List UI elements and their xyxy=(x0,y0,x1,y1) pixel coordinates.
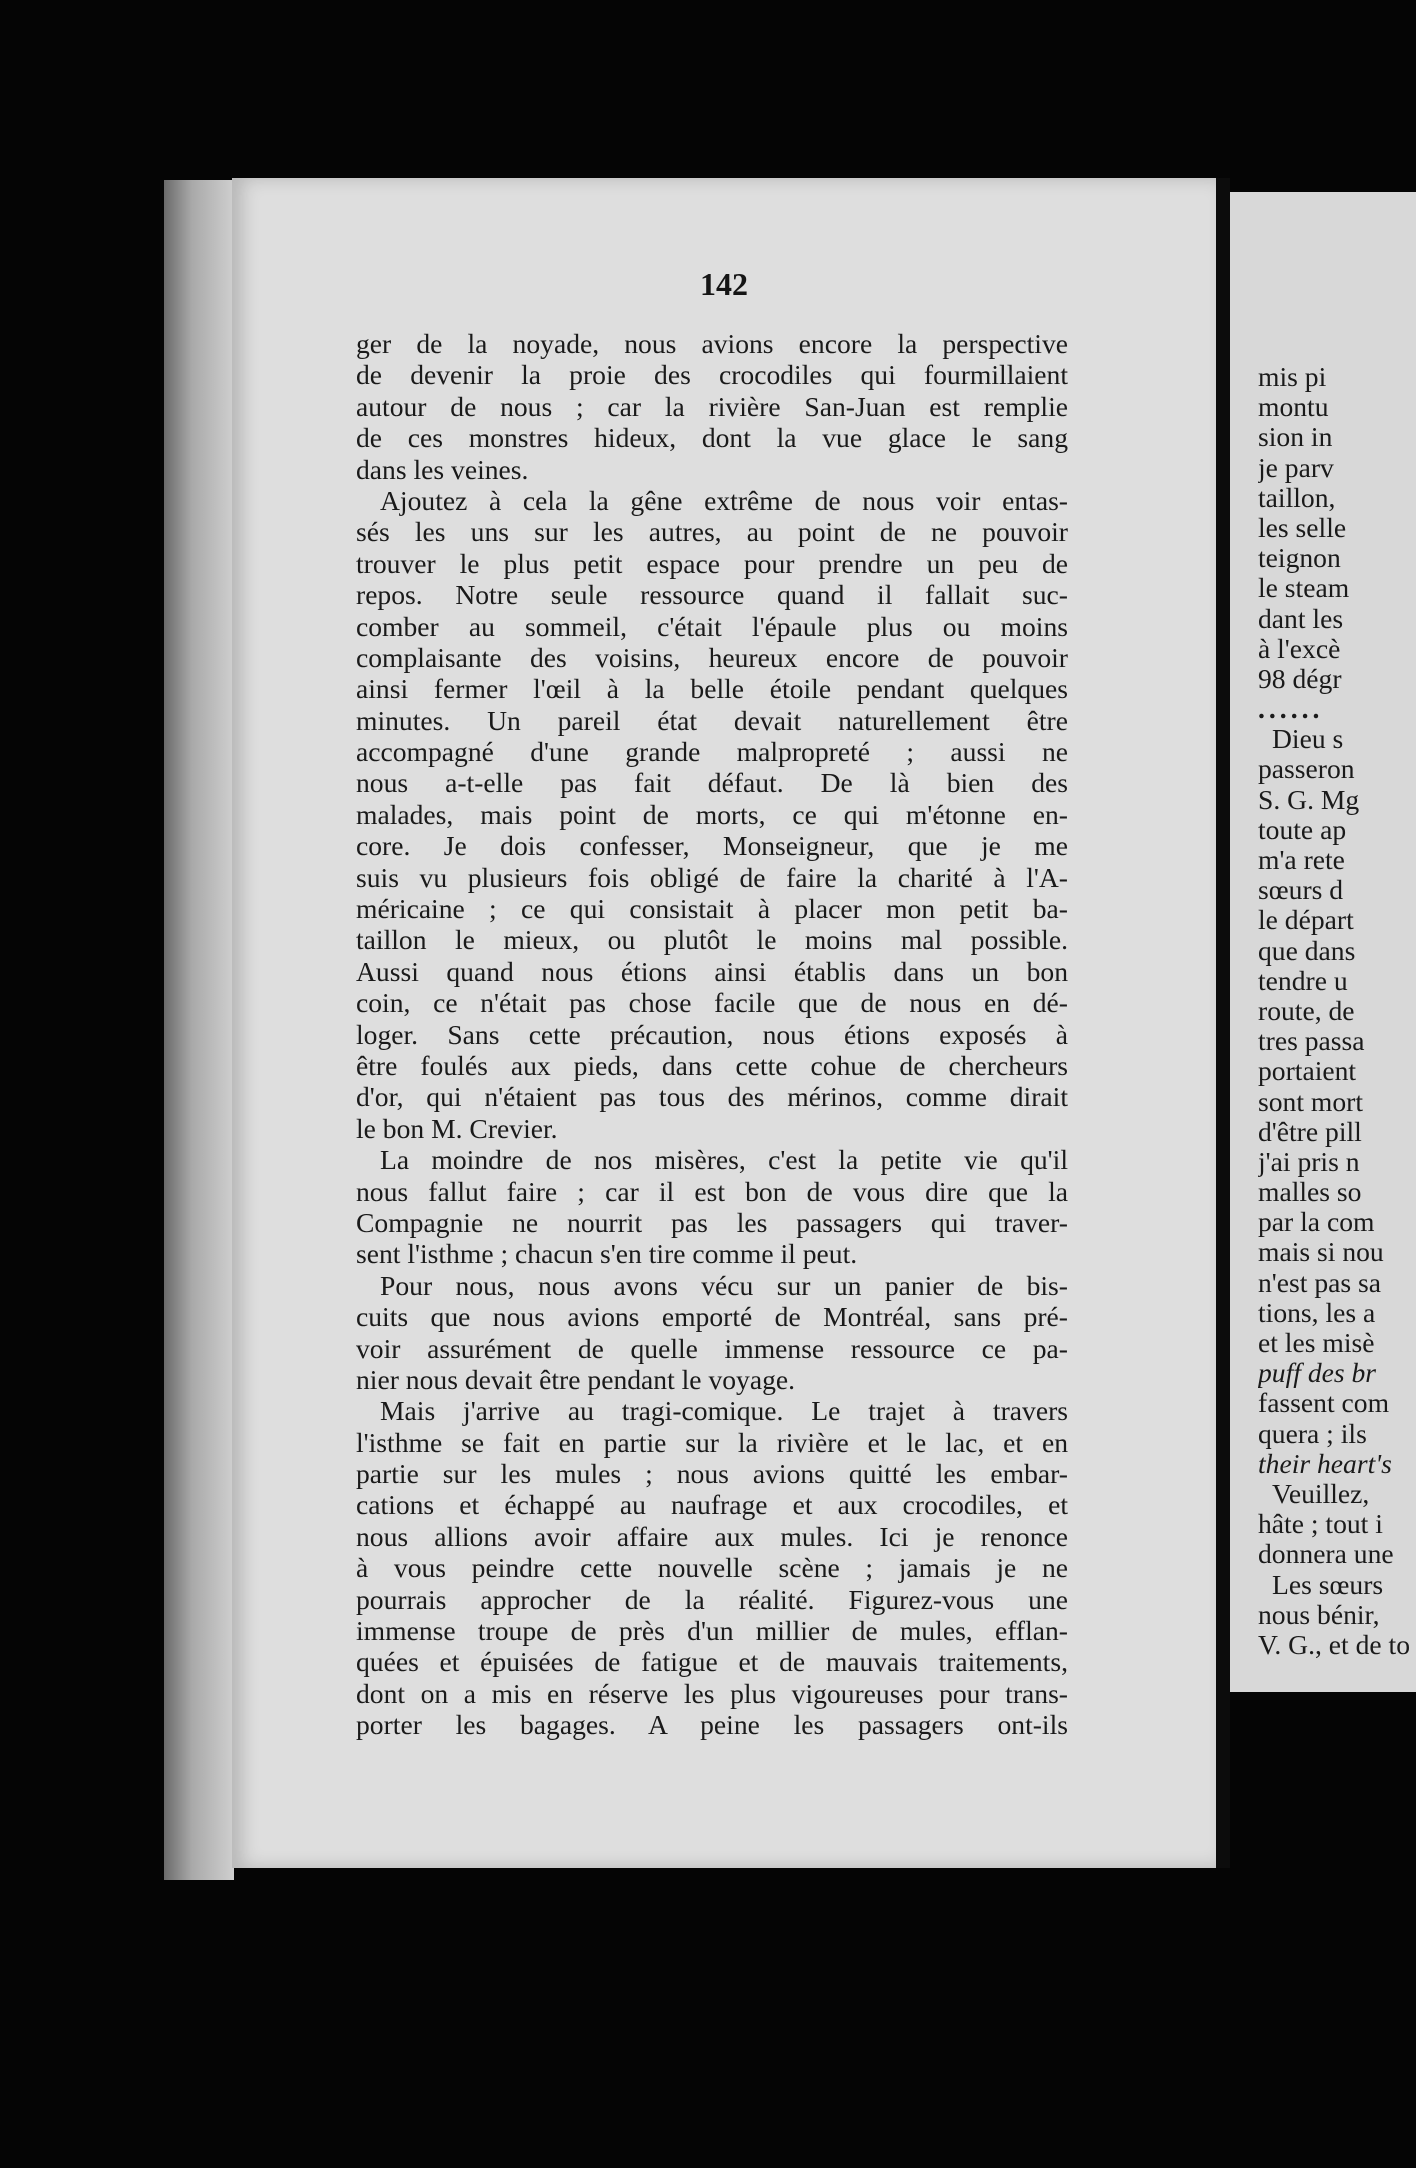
text-line: ger de la noyade, nous avions encore la perspective xyxy=(356,328,1068,359)
right-text-line: que dans xyxy=(1258,935,1356,966)
left-page xyxy=(232,178,1216,1868)
text-line: sent l'isthme ; chacun s'en tire comme il peut. xyxy=(356,1238,858,1270)
text-line: taillon le mieux, ou plutôt le moins mal possible. xyxy=(356,924,1068,956)
right-text-line: à l'excè xyxy=(1258,633,1341,664)
text-line: comber au sommeil, c'était l'épaule plus ou moins xyxy=(356,610,1068,642)
right-text-line: portaient xyxy=(1258,1056,1357,1087)
right-text-line: Veuillez, xyxy=(1272,1478,1370,1509)
right-text-line: le steam xyxy=(1258,573,1350,604)
right-text-line: sont mort xyxy=(1258,1086,1364,1117)
right-text-line: their heart's xyxy=(1258,1448,1392,1479)
body-text xyxy=(356,328,1068,1741)
right-text-line: puff des br xyxy=(1258,1358,1377,1389)
book-gutter xyxy=(1216,178,1230,1868)
right-text-line: montu xyxy=(1258,392,1329,423)
right-text-line: Dieu s xyxy=(1272,724,1344,755)
right-text-line: sœurs d xyxy=(1258,875,1344,906)
text-line: Aussi quand nous étions ainsi établis dans un bon xyxy=(356,955,1068,987)
text-line: Mais j'arrive au tragi-comique. Le trajet à travers xyxy=(380,1395,1068,1427)
right-text-line: fassent com xyxy=(1258,1388,1390,1419)
page-edge-left xyxy=(164,180,234,1880)
text-line: nier nous devait être pendant le voyage. xyxy=(356,1363,796,1395)
right-text-line: j'ai pris n xyxy=(1258,1146,1360,1177)
text-line: Ajoutez à cela la gêne extrême de nous voir entas- xyxy=(380,484,1068,516)
right-text-line: Les sœurs xyxy=(1272,1569,1384,1600)
text-line: nous allions avoir affaire aux mules. Ici je renonce xyxy=(356,1520,1068,1552)
right-text-line: 98 dégr xyxy=(1258,663,1342,694)
text-line: accompagné d'une grande malpropreté ; aussi ne xyxy=(356,736,1068,768)
text-line: nous fallut faire ; car il est bon de vous dire que la xyxy=(356,1175,1068,1207)
text-line: à vous peindre cette nouvelle scène ; jamais je ne xyxy=(356,1552,1068,1584)
text-line: trouver le plus petit espace pour prendre un peu de xyxy=(356,547,1068,579)
right-text-line: V. G., et de to xyxy=(1258,1629,1411,1660)
right-text-line: dant les xyxy=(1258,603,1344,634)
right-text-line: et les misè xyxy=(1258,1328,1375,1358)
text-line: La moindre de nos misères, c'est la petite vie qu'il xyxy=(380,1144,1068,1176)
right-text-line: tres passa xyxy=(1258,1026,1365,1057)
right-text-line: tendre u xyxy=(1258,965,1348,996)
text-line: nous a-t-elle pas fait défaut. De là bien des xyxy=(356,767,1068,799)
right-text-line: donnera une xyxy=(1258,1539,1394,1570)
text-line: Compagnie ne nourrit pas les passagers qui traver- xyxy=(356,1206,1068,1238)
text-line: le bon M. Crevier. xyxy=(356,1112,558,1144)
text-line: être foulés aux pieds, dans cette cohue de chercheurs xyxy=(356,1049,1068,1081)
right-page-text xyxy=(1258,362,1416,1660)
right-text-line: ...... xyxy=(1258,694,1324,725)
text-line: sés les uns sur les autres, au point de ne pouvoir xyxy=(356,516,1068,548)
right-text-line: par la com xyxy=(1258,1207,1375,1238)
text-line: complaisante des voisins, heureux encore de pouvoir xyxy=(356,641,1068,673)
text-line: dans les veines. xyxy=(356,453,529,485)
right-text-line: taillon, xyxy=(1258,482,1336,513)
text-line: de devenir la proie des crocodiles qui fourmillaient xyxy=(356,359,1068,391)
right-text-line: mais si nou xyxy=(1258,1237,1384,1268)
right-text-line: m'a rete xyxy=(1258,845,1345,875)
text-line: quées et épuisées de fatigue et de mauvais traitements, xyxy=(356,1646,1068,1678)
text-line: pourrais approcher de la réalité. Figurez-vous une xyxy=(356,1583,1068,1615)
text-line: partie sur les mules ; nous avions quitté les embar- xyxy=(356,1458,1068,1490)
right-text-line: nous bénir, xyxy=(1258,1599,1380,1630)
right-text-line: toute ap xyxy=(1258,814,1347,845)
right-text-line: teignon xyxy=(1258,543,1341,574)
right-text-line: route, de xyxy=(1258,995,1355,1026)
text-line: core. Je dois confesser, Monseigneur, que je me xyxy=(356,830,1068,862)
text-line: suis vu plusieurs fois obligé de faire la charité à l'A- xyxy=(356,861,1068,893)
right-text-line: malles so xyxy=(1258,1177,1362,1208)
text-line: de ces monstres hideux, dont la vue glace le sang xyxy=(356,422,1068,454)
right-text-line: les selle xyxy=(1258,512,1347,543)
right-page xyxy=(1230,192,1416,1692)
text-line: malades, mais point de morts, ce qui m'étonne en- xyxy=(356,798,1068,830)
right-text-line: d'être pill xyxy=(1258,1116,1362,1147)
right-text-line: sion in xyxy=(1258,422,1333,453)
right-text-line: passeron xyxy=(1258,754,1355,785)
text-line: méricaine ; ce qui consistait à placer mon petit ba- xyxy=(356,893,1068,925)
text-line: voir assurément de quelle immense ressource ce pa- xyxy=(356,1332,1068,1364)
right-text-line: le départ xyxy=(1258,905,1354,936)
text-line: d'or, qui n'étaient pas tous des mérinos, comme dirait xyxy=(356,1081,1068,1113)
text-line: ainsi fermer l'œil à la belle étoile pendant quelques xyxy=(356,673,1068,705)
text-line: immense troupe de près d'un millier de mules, efflan- xyxy=(356,1615,1068,1647)
right-text-line: n'est pas sa xyxy=(1258,1267,1381,1298)
text-line: coin, ce n'était pas chose facile que de nous en dé- xyxy=(356,987,1068,1019)
right-text-line: mis pi xyxy=(1258,362,1327,392)
text-line: cuits que nous avions emporté de Montréal, sans pré- xyxy=(356,1301,1068,1333)
right-text-line: tions, les a xyxy=(1258,1297,1376,1328)
right-text-line: S. G. Mg xyxy=(1258,784,1360,815)
text-line: repos. Notre seule ressource quand il fallait suc- xyxy=(356,579,1068,611)
right-text-line: hâte ; tout i xyxy=(1258,1509,1383,1540)
text-line: loger. Sans cette précaution, nous étions exposés à xyxy=(356,1018,1068,1050)
right-text-line: je parv xyxy=(1258,452,1334,483)
text-line: autour de nous ; car la rivière San-Juan est remplie xyxy=(356,390,1068,422)
text-line: dont on a mis en réserve les plus vigoureuses pour trans- xyxy=(356,1677,1068,1709)
page-number: 142 xyxy=(700,266,748,302)
text-line: porter les bagages. A peine les passagers ont-ils xyxy=(356,1709,1068,1741)
text-line: Pour nous, nous avons vécu sur un panier de bis- xyxy=(380,1269,1068,1301)
text-line: cations et échappé au naufrage et aux crocodiles, et xyxy=(356,1489,1068,1521)
right-text-line: quera ; ils xyxy=(1258,1418,1367,1449)
text-line: l'isthme se fait en partie sur la rivière et le lac, et en xyxy=(356,1426,1068,1458)
text-line: minutes. Un pareil état devait naturellement être xyxy=(356,704,1068,736)
